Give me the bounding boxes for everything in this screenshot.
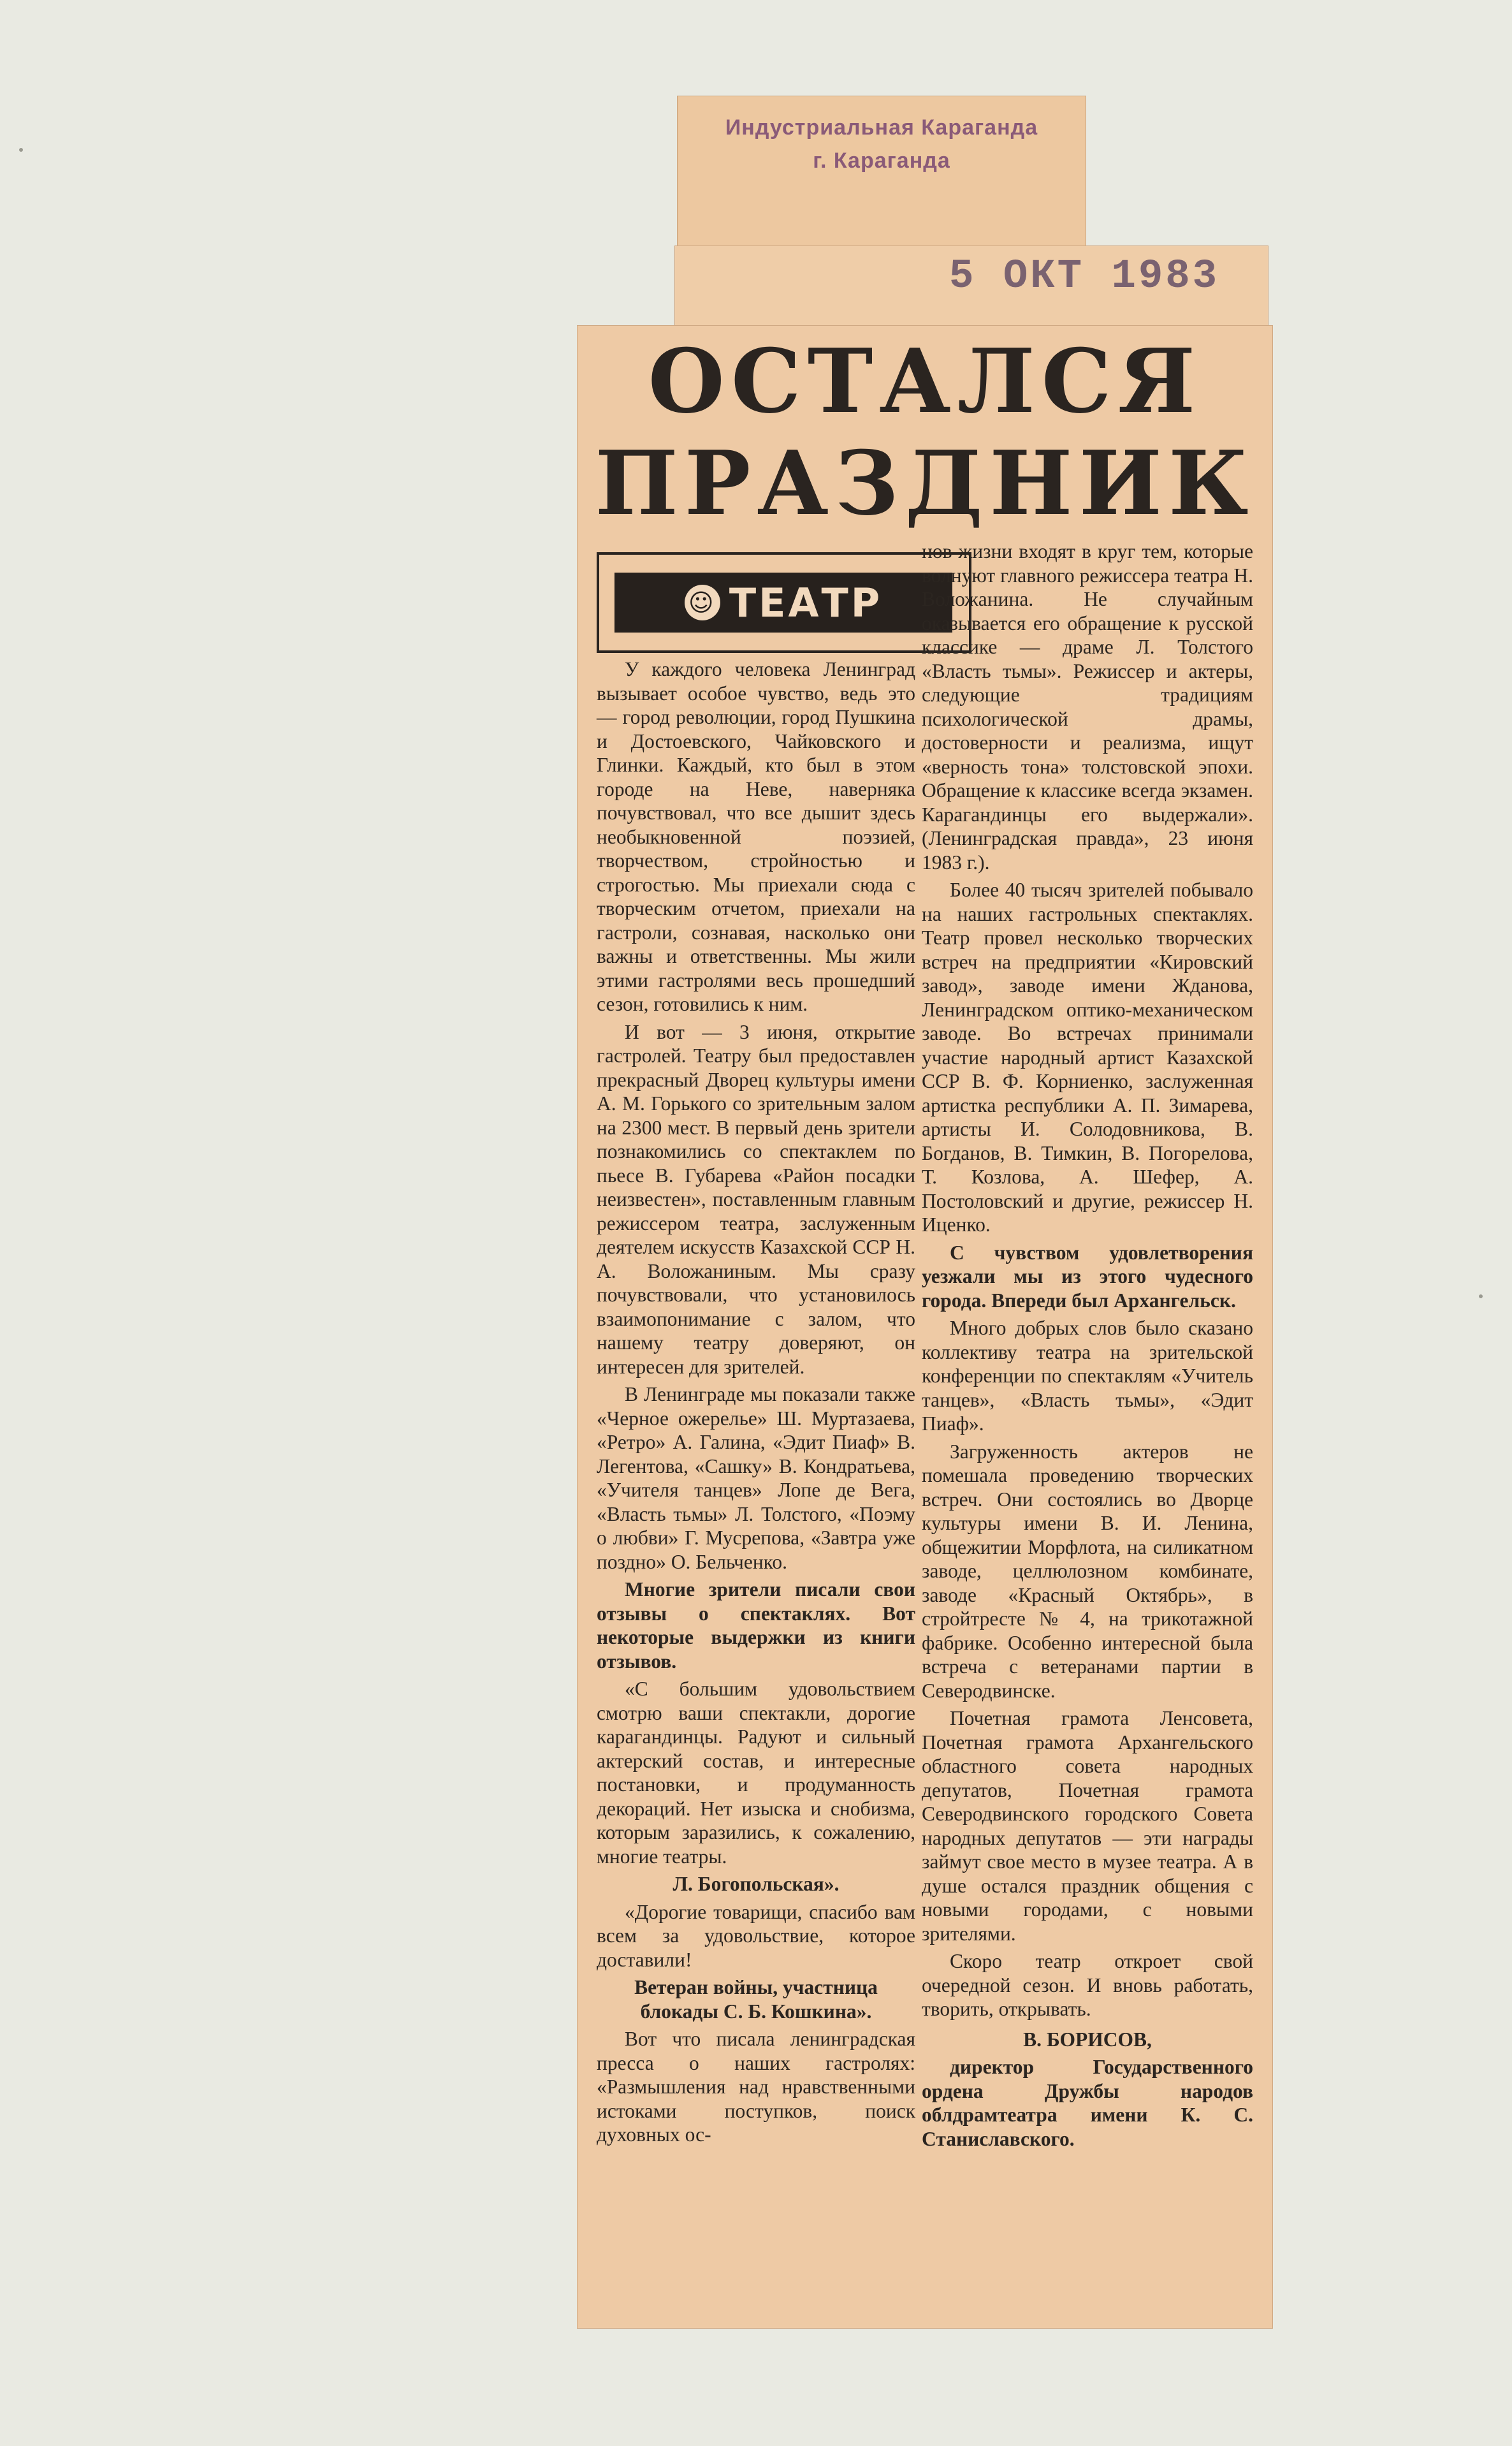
article-paragraph: «Дорогие товарищи, спасибо вам всем за удовольствие, которое доставили! [597,1900,915,1971]
author-name: В. БОРИСОВ, [1023,2028,1152,2051]
article-paragraph: В Ленинграде мы показали также «Черное ожерелье» Ш. Муртазаева, «Ретро» А. Галина, «Эдит Пиаф» В. Легентова, «Сашку» В. Кондратьева, «Учителя танцев» Лопе де Вега, «Власть тьмы» Л. Толстого, «Поэму о любви» Г. Мусрепова, «Завтра уже поздно» О. Бельченко. [597,1383,915,1573]
source-stamp [677,96,1086,250]
rubric-bar [614,573,952,633]
article-paragraph: Более 40 тысяч зрителей побывало на наших гастрольных спектаклях. Театр провел несколько творческих встреч на предприятии «Кировский завод», заводе имени Жданова, Ленинградском оптико-механическом заводе. Во встречах принимали участие народный артист Казахской ССР В. Ф. Корниенко, заслуженная артистка республики А. П. Зимарева, артисты И. Солодовникова, В. Богданов, В. Тимкин, В. Погорелова, Т. Козлова, А. Шефер, А. Постоловский и другие, режиссер Н. Иценко. [922,879,1253,1236]
article-paragraph: Загруженность актеров не помешала проведению творческих встреч. Они состоялись во Дворце культуры имени В. И. Ленина, общежитии Морфлота, на силикатном заводе, целлюлозном комбинате, заводе «Красный Октябрь», в стройтресте № 4, на трикотажной фабрике. Особенно интересной была встреча с ветеранами партии в Северодвинске. [922,1440,1253,1702]
newspaper-clipping [577,325,1273,2329]
article-paragraph: «С большим удовольствием смотрю ваши спектакли, дорогие карагандинцы. Радуют и сильный актерский состав, и интересные постановки, и продуманность декораций. Нет изыска и снобизма, которым заразились, к сожалению, многие театры. [597,1678,915,1868]
article-column-2 [922,539,1253,2155]
review-signature: Л. Богопольская». [672,1873,840,1895]
article-paragraph: Много добрых слов было сказано коллективу театра на зрительской конференции по спектаклям «Учитель танцев», «Власть тьмы», «Эдит Пиаф». [922,1317,1253,1435]
article-paragraph: Вот что писала ленинградская пресса о наших гастролях: «Размышления над нравственными истоками поступков, поиск духовных ос- [597,2028,915,2146]
headline-line-1: ОСТАЛСЯ [648,329,1202,433]
headline-line-2: ПРАЗДНИК [595,431,1255,535]
date-stamp: 5 ОКТ 1983 [949,254,1220,300]
article-paragraph: Многие зрители писали свои отзывы о спектаклях. Вот некоторые выдержки из книги отзывов. [597,1578,915,1673]
review-signature: Ветеран войны, участница блокады С. Б. Кошкина». [634,1976,878,2023]
article-paragraph: нов жизни входят в круг тем, которые волнуют главного режиссера театра Н. Воложанина. Не случайным оказывается его обращение к русской классике — драме Л. Толстого «Власть тьмы». Режиссер и актеры, следующие традициям психологической драмы, достоверности и реализма, ищут «верность тона» толстовской эпохи. Обращение к классике всегда экзамен. Карагандинцы его выдержали». (Ленинградская правда», 23 июня 1983 г.). [922,540,1253,874]
article-paragraph: Почетная грамота Ленсовета, Почетная грамота Архангельского областного совета народных депутатов, Почетная грамота Северодвинского городского Совета народных депутатов — эти награды займут свое место в музее театра. А в душе остался праздник общения с новыми городами, с новыми зрителями. [922,1707,1253,1945]
stamp-newspaper-name: Индустриальная Караганда [725,115,1038,140]
article-column-1 [597,657,915,2151]
stamp-city: г. Караганда [813,149,950,173]
article-paragraph: С чувством удовлетворения уезжали мы из этого чудесного города. Впереди был Архангельск. [922,1241,1253,1312]
article-paragraph: Скоро театр откроет свой очередной сезон. И вновь работать, творить, открывать. [922,1950,1253,2020]
paper-speck [1479,1294,1483,1298]
rubric-box [597,552,971,653]
article-paragraph: У каждого человека Ленинград вызывает особое чувство, ведь это — город революции, город Пушкина и Достоевского, Чайковского и Глинки. Каждый, кто был в этом городе на Неве, наверняка почувствовал, что все дышит здесь необыкновенной поэзией, творчеством, стройностью и строгостью. Мы приехали сюда с творческим отчетом, приехали на гастроли, сознавая, насколько они важны и ответственны. Мы жили этими гастролями весь прошедший сезон, готовились к ним. [597,658,915,1015]
rubric-label: ТЕАТР [729,579,883,626]
theatre-mask-icon: ☺ [685,585,720,620]
date-strip [674,245,1268,333]
article-paragraph: И вот — 3 июня, открытие гастролей. Театру был предоставлен прекрасный Дворец культуры имени А. М. Горького со зрительным залом на 2300 мест. В первый день зрители познакомились со спектаклем по пьесе В. Губарева «Район посадки неизвестен», поставленным главным режиссером театра, заслуженным деятелем искусств Казахской ССР Н. А. Воложаниным. Мы сразу почувствовали, что установилось взаимопонимание с залом, что нашему театру доверяют, он интересен для зрителей. [597,1020,915,1378]
author-title: директор Государственного ордена Дружбы народов облдрамтеатра имени К. С. Станиславского. [922,2056,1253,2150]
paper-speck [19,148,23,152]
